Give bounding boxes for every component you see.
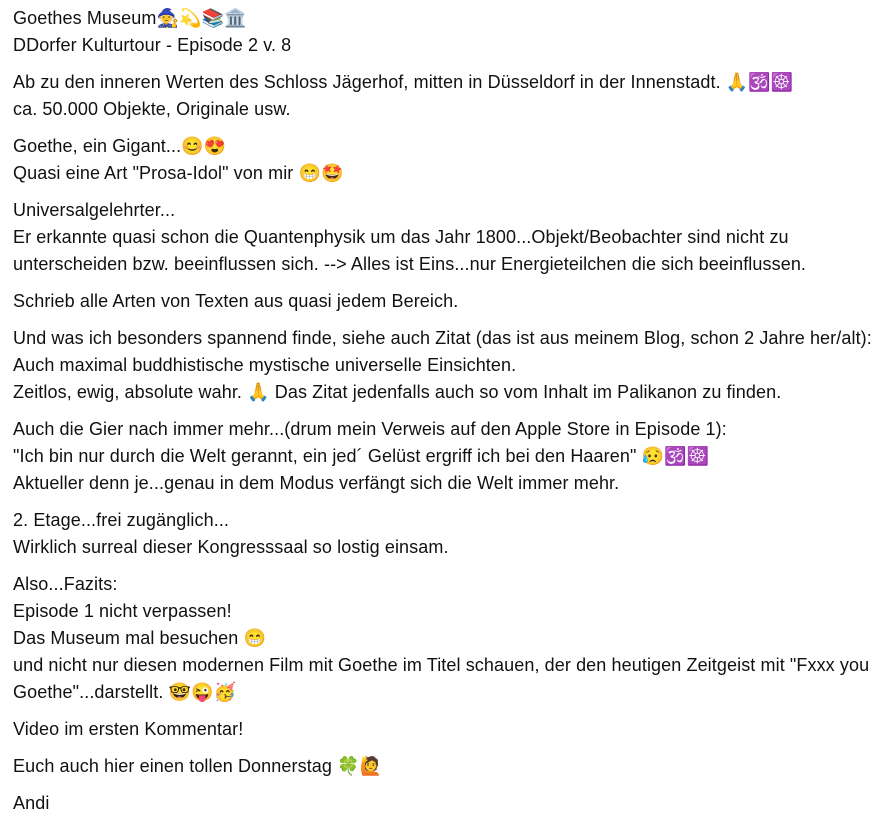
post-line: Wirklich surreal dieser Kongresssaal so lostig einsam.	[13, 537, 449, 557]
post-paragraph	[13, 416, 878, 497]
post-paragraph	[13, 753, 878, 780]
post-paragraph	[13, 197, 878, 278]
post-line: Episode 1 nicht verpassen!	[13, 601, 232, 621]
post-line: Andi	[13, 793, 50, 813]
post-line: DDorfer Kulturtour - Episode 2 v. 8	[13, 35, 292, 55]
post-line: Das Museum mal besuchen 😁	[13, 628, 267, 648]
post-paragraph	[13, 325, 878, 406]
post-line: Ab zu den inneren Werten des Schloss Jägerhof, mitten in Düsseldorf in der Innenstadt. 🙏🕉️☸️	[13, 72, 794, 92]
post-line: Quasi eine Art "Prosa-Idol" von mir 😁🤩	[13, 163, 344, 183]
post-line: Euch auch hier einen tollen Donnerstag 🍀🙋	[13, 756, 383, 776]
post-paragraph	[13, 288, 878, 315]
post-line: Auch die Gier nach immer mehr...(drum mein Verweis auf den Apple Store in Episode 1):	[13, 419, 727, 439]
post-line: Universalgelehrter...	[13, 200, 176, 220]
post-paragraph	[13, 133, 878, 187]
post-line: Goethes Museum🧙💫📚🏛️	[13, 8, 247, 28]
post-line: 2. Etage...frei zugänglich...	[13, 510, 230, 530]
post-line: "Ich bin nur durch die Welt gerannt, ein jed´ Gelüst ergriff ich bei den Haaren" 😥🕉️☸️	[13, 446, 710, 466]
post-line: Aktueller denn je...genau in dem Modus verfängt sich die Welt immer mehr.	[13, 473, 620, 493]
post-paragraph	[13, 69, 878, 123]
post-line: Zeitlos, ewig, absolute wahr. 🙏 Das Zitat jedenfalls auch so vom Inhalt im Palikanon zu finden.	[13, 382, 782, 402]
post-paragraph	[13, 5, 878, 59]
post-paragraph	[13, 716, 878, 743]
post-line: Goethe, ein Gigant...😊😍	[13, 136, 227, 156]
post-line: Also...Fazits:	[13, 574, 118, 594]
post-paragraph	[13, 790, 878, 817]
post-paragraph	[13, 571, 878, 706]
post-line: und nicht nur diesen modernen Film mit Goethe im Titel schauen, der den heutigen Zeitgeist mit "Fxxx you Goethe"...darstellt. 🤓😜🥳	[13, 655, 870, 702]
post-line: ca. 50.000 Objekte, Originale usw.	[13, 99, 291, 119]
post-paragraph	[13, 507, 878, 561]
post-line: Und was ich besonders spannend finde, siehe auch Zitat (das ist aus meinem Blog, schon 2 Jahre her/alt): Auch maximal buddhistische mystische universelle Einsichten.	[13, 328, 872, 375]
post-line: Er erkannte quasi schon die Quantenphysik um das Jahr 1800...Objekt/Beobachter sind nicht zu unterscheiden bzw. beeinflussen sich. --> Alles ist Eins...nur Energieteilchen die sich beeinflussen.	[13, 227, 807, 274]
post-line: Video im ersten Kommentar!	[13, 719, 244, 739]
post-line: Schrieb alle Arten von Texten aus quasi jedem Bereich.	[13, 291, 459, 311]
